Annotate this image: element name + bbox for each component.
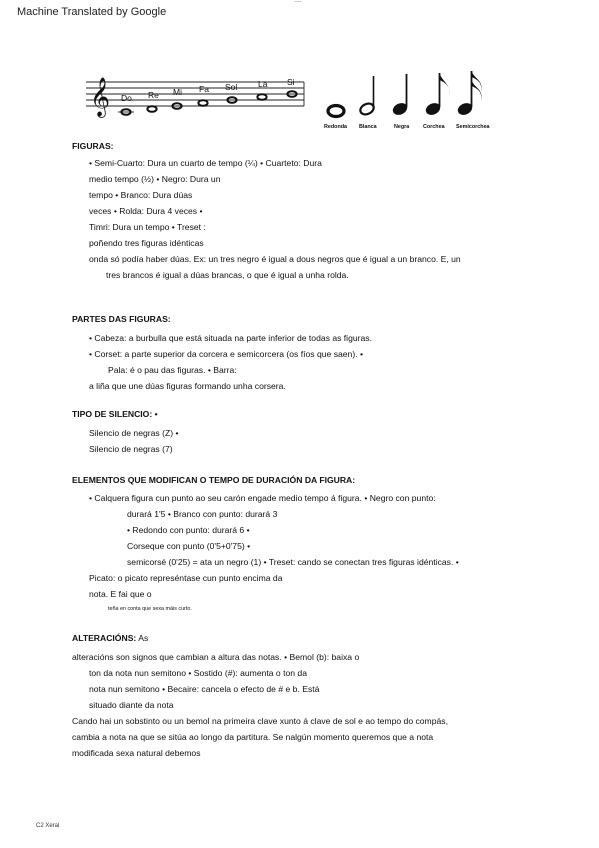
- partes-line: • Corset: a parte superior da corcera e semicorcera (os fíos que saen). •: [89, 349, 363, 359]
- figure-label-negra: Negra: [394, 124, 410, 130]
- alteracions-line: ton da nota nun semitono • Sostido (#): aumenta o ton da: [89, 668, 307, 678]
- note-re-icon: [147, 106, 156, 112]
- alteracions-line: modificada sexa natural debemos: [72, 748, 201, 758]
- quarter-note-icon: [391, 74, 409, 117]
- staff-label-re: Re: [148, 90, 159, 100]
- staff-label-si: Si: [287, 77, 295, 87]
- alteracions-heading-suffix: As: [136, 633, 149, 643]
- alteracions-heading-row: [72, 633, 148, 643]
- alteracions-line: alteracións son signos que cambian a altura das notas. • Bemol (b): baixa o: [72, 652, 360, 662]
- silencio-line: Silencio de negras (7): [89, 444, 173, 454]
- treble-clef-icon: 𝄞: [90, 77, 111, 117]
- figure-label-redonda: Redonda: [324, 124, 348, 130]
- figuras-line: poñendo tres figuras idénticas: [89, 238, 204, 248]
- figure-label-blanca: Blanca: [359, 124, 377, 130]
- note-la-icon: [257, 94, 266, 100]
- note-figures: [318, 62, 508, 134]
- figuras-line: veces • Rolda: Dura 4 veces •: [89, 206, 203, 216]
- elementos-note: teña en conta que sexa máis curto.: [108, 606, 192, 612]
- staff-label-sol: Sol: [225, 82, 238, 92]
- figuras-line: tempo • Branco: Dura dúas: [89, 190, 193, 200]
- note-fa-icon: [198, 100, 207, 106]
- silencio-line: Silencio de negras (Z) •: [89, 428, 179, 438]
- figure-label-semicorchea: Semicorchea: [456, 124, 490, 130]
- elementos-line: Corseque con punto (0'5+0'75) •: [127, 541, 251, 551]
- elementos-line: semicorsé (0'25) = ata un negro (1) • Treset: cando se conectan tres figuras idénticas. •: [127, 557, 459, 567]
- eighth-note-icon: [424, 73, 450, 117]
- staff-label-fa: Fa: [199, 84, 209, 94]
- staff-label-la: La: [258, 79, 268, 89]
- partes-line: • Cabeza: a burbulla que está situada na parte inferior de todas as figuras.: [89, 333, 372, 343]
- elementos-line: durará 1'5 • Branco con punto: durará 3: [127, 509, 278, 519]
- whole-note-icon: [328, 106, 344, 117]
- alteracions-line: situado diante da nota: [89, 700, 174, 710]
- machine-translated-label: Machine Translated by Google: [17, 6, 167, 18]
- alteracions-line: cambia a nota na que se sitúa ao longo da partitura. Se nalgún momento queremos que a nota: [72, 732, 434, 742]
- silencio-heading: TIPO DE SILENCIO: •: [72, 409, 158, 419]
- elementos-line: • Redondo con punto: durará 6 •: [127, 525, 250, 535]
- sixteenth-note-icon: [456, 71, 482, 117]
- staff-label-mi: Mi: [173, 87, 182, 97]
- half-note-icon: [359, 76, 376, 116]
- partes-line: a liña que une dúas figuras formando unha corsera.: [89, 381, 286, 391]
- staff-label-do: Do: [121, 93, 132, 103]
- figuras-heading: FIGURAS:: [72, 141, 114, 151]
- alteracions-line: Cando hai un sobstinto ou un bemol na primeira clave xunto á clave de sol e ao tempo do compás,: [72, 716, 448, 726]
- elementos-line: nota. E fai que o: [89, 589, 152, 599]
- figuras-line: Timri: Dura un tempo • Treset :: [89, 222, 206, 232]
- alteracions-heading: ALTERACIÓNS:: [72, 633, 137, 643]
- alteracions-line: nota nun semitono • Becaire: cancela o efecto de # e b. Está: [89, 684, 320, 694]
- elementos-line: Picato: o picato represéntase cun punto encima da: [89, 573, 283, 583]
- figuras-line: • Semi-Cuarto: Dura un cuarto de tempo (¼) • Cuarteto: Dura: [89, 158, 322, 168]
- partes-line: Pala: é o pau das figuras. • Barra:: [108, 365, 237, 375]
- elementos-line: • Calquera figura cun punto ao seu carón engade medio tempo á figura. • Negro con punto:: [89, 493, 436, 503]
- figuras-line: tres brancos é igual a dúas brancas, o que é igual a unha rolda.: [106, 270, 349, 280]
- music-staff: [86, 70, 306, 122]
- figuras-line: medio tempo (½) • Negro: Dura un: [89, 174, 221, 184]
- footer-label: C2 Xeral: [36, 823, 60, 829]
- elementos-heading: ELEMENTOS QUE MODIFICAN O TEMPO DE DURACIÓN DA FIGURA:: [72, 475, 356, 485]
- figuras-line: onda só podía haber dúas. Ex: un tres negro é igual a dous negros que é igual a un branco. E, un: [89, 254, 461, 264]
- partes-heading: PARTES DAS FIGURAS:: [72, 314, 171, 324]
- top-mark: ....: [294, 0, 302, 4]
- figure-label-corchea: Corchea: [423, 124, 445, 130]
